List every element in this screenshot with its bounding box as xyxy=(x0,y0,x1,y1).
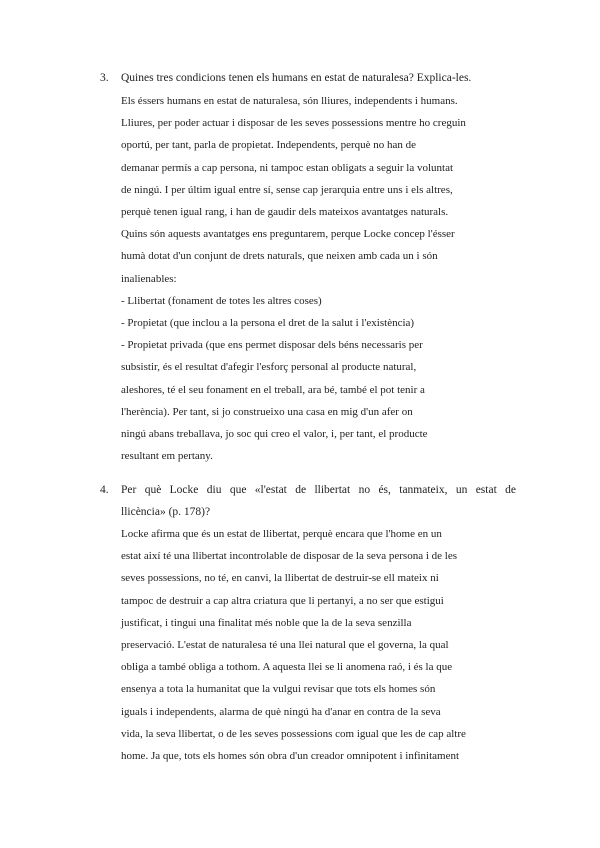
question-line: Per què Locke diu que «l'estat de llibertat no és, tanmateix, un estat de xyxy=(121,484,516,496)
list-item-llibertat: - Llibertat (fonament de totes les altres coses) xyxy=(121,294,322,307)
answer-line: justificat, i tingui una finalitat més noble que la de la seva senzilla xyxy=(121,616,412,629)
question-number: 4. xyxy=(100,484,109,496)
answer-line: perquè tenen igual rang, i han de gaudir dels mateixos avantatges naturals. xyxy=(121,206,449,219)
answer-4 xyxy=(121,523,516,767)
question-line: llicència» (p. 178)? xyxy=(121,506,211,518)
question-text xyxy=(121,479,516,523)
answer-line: preservació. L'estat de naturalesa té una llei natural que el governa, la qual xyxy=(121,639,449,652)
answer-line: demanar permís a cap persona, ni tampoc estan obligats a seguir la voluntat xyxy=(121,161,454,174)
answer-line: seves possessions, no té, en canvi, la llibertat de destruir-se ell mateix ni xyxy=(121,572,439,585)
answer-line: Locke afirma que és un estat de llibertat, perquè encara que l'home en un xyxy=(121,528,442,540)
answer-line: inalienables: xyxy=(121,272,177,285)
answer-line: obliga a també obliga a tothom. A aquesta llei se li anomena raó, i és la que xyxy=(121,661,453,674)
answer-line: aleshores, té el seu fonament en el treball, ara bé, també el pot tenir a xyxy=(121,383,425,396)
answer-line: subsistir, és el resultat d'afegir l'esforç personal al producte natural, xyxy=(121,361,417,374)
question-number: 3. xyxy=(100,72,109,84)
answer-line: vida, la seva llibertat, o de les seves possessions com igual que les de cap altre xyxy=(121,727,466,740)
answer-line: iguals i independents, alarma de què ningú ha d'anar en contra de la seva xyxy=(121,705,441,718)
answer-line: oportú, per tant, parla de propietat. Independents, perquè no han de xyxy=(121,139,417,152)
answer-line: humà dotat d'un conjunt de drets naturals, que neixen amb cada un i són xyxy=(121,250,438,263)
answer-line: home. Ja que, tots els homes són obra d'un creador omnipotent i infinitament xyxy=(121,750,460,763)
list-item-propietat: - Propietat (que inclou a la persona el dret de la salut i l'existència) xyxy=(121,317,415,330)
answer-line: Quins són aquests avantatges ens preguntarem, perque Locke concep l'ésser xyxy=(121,228,455,241)
answer-line: resultant em pertany. xyxy=(121,450,213,463)
answer-line: tampoc de destruir a cap altra criatura que li pertanyi, a no ser que estigui xyxy=(121,594,444,607)
list-item-propietat-privada: - Propietat privada (que ens permet disposar dels béns necessaris per xyxy=(121,339,423,352)
question-text: Quines tres condicions tenen els humans en estat de naturalesa? Explica-les. xyxy=(121,72,472,84)
answer-line: ensenya a tota la humanitat que la vulgui revisar que tots els homes són xyxy=(121,683,436,696)
answer-line: de ningú. I per últim igual entre sí, sense cap jerarquia entre uns i els altres, xyxy=(121,183,453,196)
answer-line: ningú abans treballava, jo soc qui creo el valor, i, per tant, el producte xyxy=(121,428,428,441)
answer-3 xyxy=(121,90,516,467)
answer-line: Els éssers humans en estat de naturalesa, són lliures, independents i humans. xyxy=(121,95,458,107)
answer-line: l'herència). Per tant, si jo construeixo una casa en mig d'un afer on xyxy=(121,405,413,418)
answer-line: estat així té una llibertat incontrolable de disposar de la seva persona i de les xyxy=(121,550,457,563)
answer-line: Lliures, per poder actuar i disposar de les seves possessions mentre ho creguin xyxy=(121,117,466,130)
